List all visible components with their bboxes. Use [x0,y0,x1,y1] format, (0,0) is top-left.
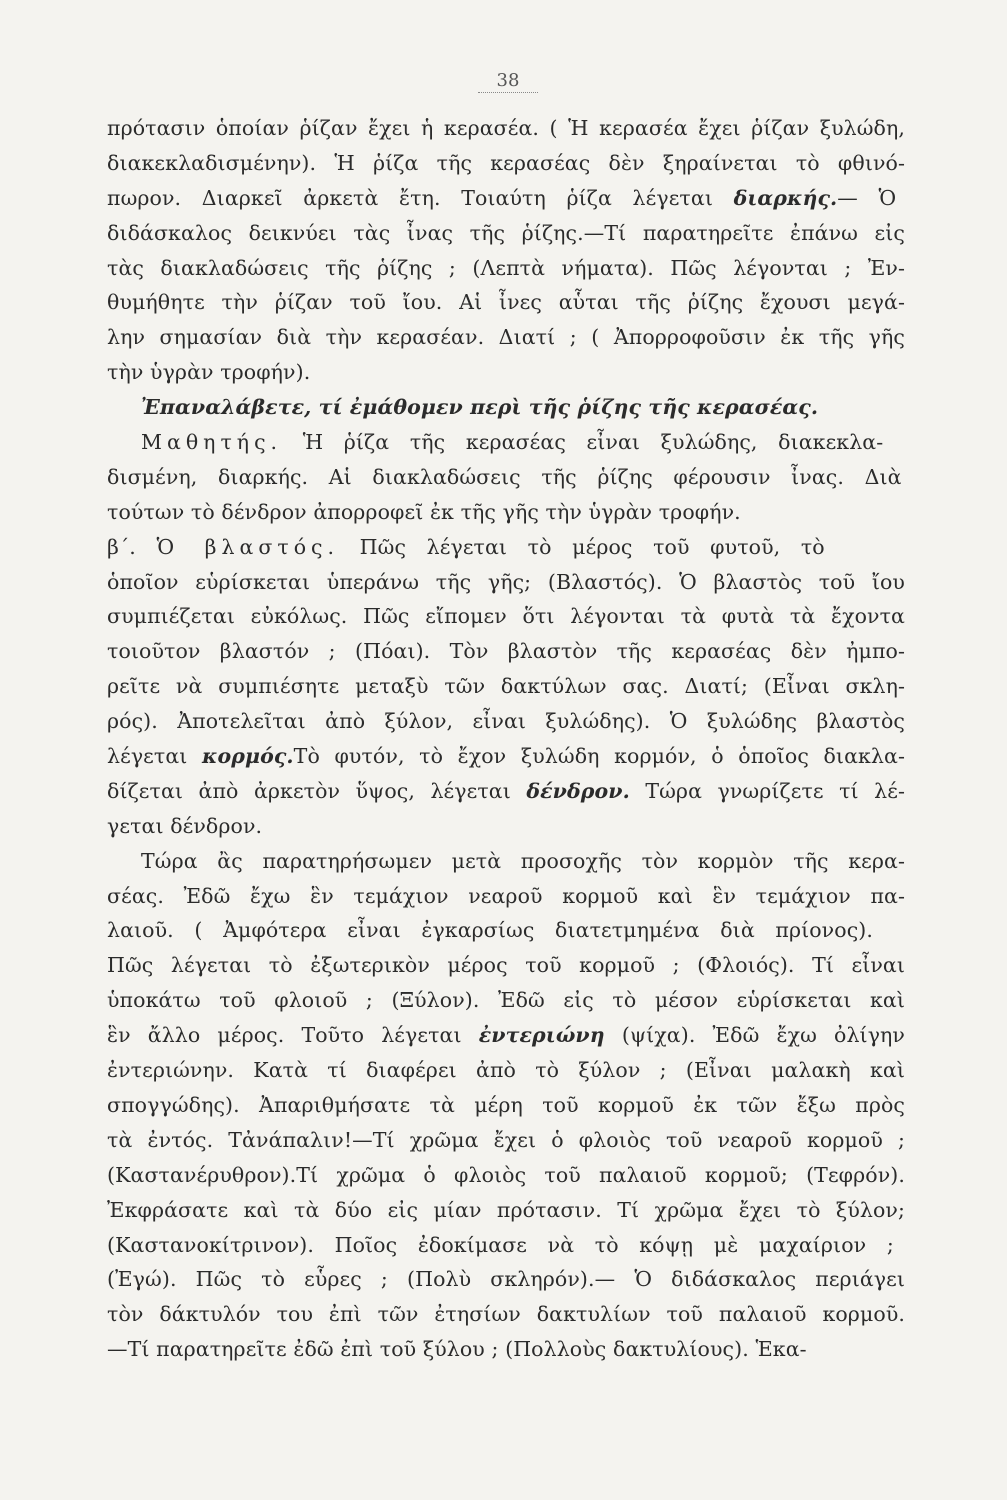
text-line [107,599,905,634]
text-segment: Ἐκφράσατε καὶ τὰ δύο εἰς μίαν πρότασιν. Τί χρῶμα ἔχει τὸ ξύλον; [107,1197,905,1222]
text-segment: τὰς διακλαδώσεις τῆς ῥίζης ; (Λεπτὰ νήματα). Πῶς λέγονται ; Ἐν- [107,255,905,280]
text-line [107,913,905,948]
text-segment: Τὸ φυτόν, τὸ ἔχον ξυλώδη κορμόν, ὁ ὁποῖος διακλα- [293,744,905,769]
spaced-heading: Ὁ βλαστός. [156,534,340,559]
text-line [107,565,905,600]
text-line [107,146,905,181]
text-line [107,634,905,669]
emphasized-term: κορμός. [202,744,294,769]
text-segment: διακεκλαδισμένην). Ἡ ῥίζα τῆς κερασέας δὲν ξηραίνεται τὸ φθινό- [107,150,905,175]
text-segment: συμπιέζεται εὐκόλως. Πῶς εἴπομεν ὅτι λέγονται τὰ φυτὰ τὰ ἔχοντα [107,604,905,629]
text-line [107,530,905,565]
text-line [107,460,905,495]
text-segment: τούτων τὸ δένδρον ἀπορροφεῖ ἐκ τῆς γῆς τὴν ὑγρὰν τροφήν. [107,499,741,524]
page-number: 38 [478,70,538,93]
text-line [107,1053,905,1088]
text-segment: πωρον. Διαρκεῖ ἀρκετὰ ἔτη. Τοιαύτη ῥίζα λέγεται [107,185,734,210]
text-segment: ὑποκάτω τοῦ φλοιοῦ ; (Ξύλον). Ἐδῶ εἰς τὸ μέσον εὑρίσκεται καὶ [107,988,905,1013]
text-segment: ρεῖτε νὰ συμπιέσητε μεταξὺ τῶν δακτύλων σας. Διατί; (Εἶναι σκλη- [107,674,905,699]
text-segment: σέας. Ἐδῶ ἔχω ἓν τεμάχιον νεαροῦ κορμοῦ καὶ ἓν τεμάχιον πα- [107,883,905,908]
text-segment: —Τί παρατηρεῖτε ἐδῶ ἐπὶ τοῦ ξύλου ; (Πολλοὺς δακτυλίους). Ἑκα- [107,1337,807,1362]
emphasized-term: διαρκής. [733,185,838,210]
text-line [107,704,905,739]
text-line [107,774,905,809]
page-body [107,111,905,1367]
text-segment: τὰ ἐντός. Τἀνάπαλιν!—Τί χρῶμα ἔχει ὁ φλοιὸς τοῦ νεαροῦ κορμοῦ ; [107,1127,905,1152]
text-line [107,948,905,983]
text-segment: θυμήθητε τὴν ῥίζαν τοῦ ἴου. Αἱ ἶνες αὗται τῆς ῥίζης ἔχουσι μεγά- [107,290,905,315]
text-line [107,181,905,216]
emphasized-term: δένδρον. [526,778,630,803]
text-line [107,111,905,146]
text-segment: λην σημασίαν διὰ τὴν κερασέαν. Διατί ; ( Ἀπορροφοῦσιν ἐκ τῆς γῆς [107,325,905,350]
text-segment: λέγεται [107,744,202,769]
text-line [107,285,905,320]
text-segment: πρότασιν ὁποίαν ῥίζαν ἔχει ἡ κερασέα. ( Ἡ κερασέα ἔχει ῥίζαν ξυλώδη, [107,116,905,140]
text-line [107,216,905,251]
text-line [107,879,905,914]
text-line [107,1088,905,1123]
text-segment: Τώρα ἂς παρατηρήσωμεν μετὰ προσοχῆς τὸν κορμὸν τῆς κερα- [141,848,905,873]
text-segment: τοιοῦτον βλαστόν ; (Πόαι). Τὸν βλαστὸν τῆς κερασέας δὲν ἠμπο- [107,639,905,664]
text-line [107,251,905,286]
text-line [107,844,905,879]
text-segment: διδάσκαλος δεικνύει τὰς ἶνας τῆς ῥίζης.—Τί παρατηρεῖτε ἐπάνω εἰς [107,220,905,245]
text-line [107,1018,905,1053]
text-segment: (Καστανέρυθρον).Τί χρῶμα ὁ φλοιὸς τοῦ παλαιοῦ κορμοῦ; (Τεφρόν). [107,1162,905,1187]
text-segment: ρός). Ἀποτελεῖται ἀπὸ ξύλον, εἶναι ξυλώδης). Ὁ ξυλώδης βλαστὸς [107,709,905,734]
text-segment: Πῶς λέγεται τὸ ἐξωτερικὸν μέρος τοῦ κορμοῦ ; (Φλοιός). Τί εἶναι [107,953,905,978]
text-line [107,320,905,355]
text-segment: — Ὁ [837,185,897,210]
text-segment: ἐντεριώνην. Κατὰ τί διαφέρει ἀπὸ τὸ ξύλον ; (Εἶναι μαλακὴ καὶ [107,1058,905,1083]
text-segment: λαιοῦ. ( Ἀμφότερα εἶναι ἐγκαρσίως διατετμημένα διὰ πρίονος). [107,918,873,943]
text-line [107,1262,905,1297]
text-line [107,669,905,704]
text-line [107,983,905,1018]
text-segment: (Ἐγώ). Πῶς τὸ εὗρες ; (Πολὺ σκληρόν).— Ὁ διδάσκαλος περιάγει [107,1267,905,1292]
text-segment: Ἡ ῥίζα τῆς κερασέας εἶναι ξυλώδης, διακεκλα- [282,430,884,455]
spaced-heading: Μαθητής. [141,430,283,455]
emphasized-term: ἐντεριώνη [478,1023,605,1048]
text-segment: ὁποῖον εὑρίσκεται ὑπεράνω τῆς γῆς; (Βλαστός). Ὁ βλαστὸς τοῦ ἴου [107,569,905,594]
text-line [107,1193,905,1228]
text-segment: δίζεται ἀπὸ ἀρκετὸν ὕψος, λέγεται [107,778,527,803]
text-line [107,390,905,425]
text-segment: τὴν ὑγρὰν τροφήν). [107,360,311,385]
text-segment: τὸν δάκτυλόν του ἐπὶ τῶν ἐτησίων δακτυλίων τοῦ παλαιοῦ κορμοῦ. [107,1302,905,1327]
text-segment: (ψίχα). Ἐδῶ ἔχω ὀλίγην [604,1023,905,1048]
text-line [107,355,905,390]
text-line [107,739,905,774]
text-segment: (Καστανοκίτρινον). Ποῖος ἐδοκίμασε νὰ τὸ κόψῃ μὲ μαχαίριον ; [107,1232,894,1257]
text-segment: Τώρα γνωρίζετε τί λέ- [629,778,905,803]
text-line [107,1332,905,1367]
text-segment: δισμένη, διαρκής. Αἱ διακλαδώσεις τῆς ῥίζης φέρουσιν ἶνας. Διὰ [107,464,902,489]
text-line [107,1123,905,1158]
text-segment: γεται δένδρον. [107,813,263,838]
text-line [107,495,905,530]
text-line [107,425,905,460]
text-segment: β΄. [107,534,157,559]
text-segment: σπογγώδης). Ἀπαριθμήσατε τὰ μέρη τοῦ κορμοῦ ἐκ τῶν ἔξω πρὸς [107,1092,905,1117]
text-segment: ἓν ἄλλο μέρος. Τοῦτο λέγεται [107,1023,479,1048]
emphasized-term: Ἐπαναλάβετε, τί ἐμάθομεν περὶ τῆς ῥίζης τῆς κερασέας. [141,395,819,420]
text-segment: Πῶς λέγεται τὸ μέρος τοῦ φυτοῦ, τὸ [339,534,825,559]
text-line [107,1297,905,1332]
text-line [107,809,905,844]
text-line [107,1228,905,1263]
text-line [107,1158,905,1193]
